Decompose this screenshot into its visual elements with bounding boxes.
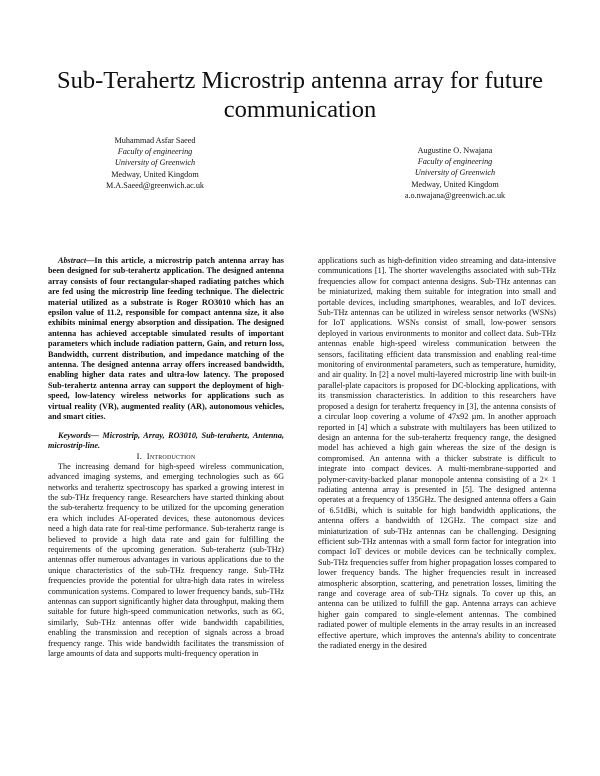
author-block-2 [360, 145, 550, 201]
right-column [318, 256, 556, 651]
author-block-1 [60, 135, 250, 191]
author-name: Augustine O. Nwajana [417, 146, 493, 155]
paper-title: Sub-Terahertz Microstrip antenna array for future communication [56, 67, 544, 123]
intro-paragraph: The increasing demand for high-speed wireless communication, advanced imaging systems, and emerging technologies such as 6G networks and terahertz spectroscopy has sparked a growing interest in the sub-THz frequency range. Researchers have started thinking about the sub-terahertz frequency to be utilized for the upcoming generation era which includes AI-operated devices, these autonomous devices need a high data rate for real-time performance. Sub-terahertz range is believed to provide a high data rate and gain for fulfilling the requirements of the upcoming generation. Sub-terahertz (sub-THz) antennas offer numerous advantages in various applications due to the unique characteristics of the sub-THz frequency range. Sub-THz frequencies provide the potential for ultra-high data rates in wireless communication systems. Compared to lower frequency bands, sub-THz antennas can support significantly higher data throughput, making them suitable for future high-speed communication networks, such as 6G, similarly, Sub-THz antennas offer wide bandwidth capabilities, enabling the transmission and reception of signals across a broad frequency range. This wide bandwidth facilitates the transmission of large amounts of data and supports multi-frequency operation in [48, 461, 284, 659]
keywords-label: Keywords— [58, 430, 99, 440]
section-title: Introduction [146, 451, 196, 462]
author-name: Muhammad Asfar Saeed [114, 136, 196, 145]
author-email[interactable]: a.o.nwajana@greenwich.ac.uk [404, 190, 506, 200]
keywords [48, 431, 284, 452]
author-email[interactable]: M.A.Saeed@greenwich.ac.uk [105, 180, 205, 190]
left-column [48, 256, 284, 659]
keywords-text: Microstrip, Array, RO3010, Sub-terahertz, Antenna, microstrip-line. [48, 430, 284, 450]
section-heading [48, 451, 284, 461]
author-university: University of Greenwich [414, 168, 496, 178]
abstract [48, 256, 284, 423]
abstract-text: In this article, a microstrip patch antenna array has been designed for sub-terahertz application. The designed antenna array consists of four rectangular-shaped radiating patches which are fed using the microstrip line feeding technique. The dielectric material utilized as a substrate is Roger RO3010 which has an epsilon value of 11.2, responsible for compact antenna size, it also exhibits minimal energy absorption and dissipation. The designed antenna has achieved acceptable simulated results of important parameters which include radiation pattern, Gain, and return loss, Bandwidth, current distribution, and impedance matching of the antenna. The designed antenna array offers increased bandwidth, enabling higher data rates and ultra-low latency. The proposed Sub-terahertz antenna array can support the deployment of high-speed, low-latency wireless networks for applications such as virtual reality (VR), augmented reality (AR), autonomous vehicles, and smart cities. [48, 256, 284, 422]
author-faculty: Faculty of engineering [417, 157, 493, 167]
body-paragraph: applications such as high-definition video streaming and data-intensive communications [1]. The shorter wavelengths associated with sub-THz frequencies allow for compact antenna designs. Sub-THz antennas can be miniaturized, making them suitable for integration into small and portable devices, including smartphones, wearables, and IoT devices. Sub-THz antennas can be utilized in wireless sensor networks (WSNs) for IoT applications. WSNs consist of small, low-power sensors deployed in various environments to monitor and collect data. Sub-THz antennas enable high-speed wireless communication between the sensors, facilitating efficient data transmission and enabling real-time monitoring of environmental parameters, such as temperature, humidity, and air quality. In [2] a novel multi-layered microstrip line with built-in parallel-plate capacitors is proposed for DC-blocking applications, with its transmission characteristics. In addition to this researchers have proposed a design for terahertz frequency in [3], the antenna consists of a circular loop covering a volume of 47x92 µm. In another approach reported in [4] which a substrate with multilayers has been utilized to design an antenna for the sub-terahertz frequency range, the designed model has achieved a high gain whereas the size of the design is compromised. An antenna with a thicker substrate is difficult to integrate into compact devices. A multi-membrane-supported and polymer-cavity-backed planar monopole antenna consisting of a 2× 1 radiating antenna array is presented in [5]. The designed antenna operates at a frequency of 135GHz. The designed antenna offers a Gain of 6.51dBi, which is suitable for high bandwidth applications, the antenna offers a bandwidth of 12GHz. The compact size and miniaturization of sub-THz antennas can be challenging. Designing efficient sub-THz antennas with a small form factor for integration into compact IoT devices or mobile devices can be technically complex. Sub-THz frequencies suffer from higher propagation losses compared to lower frequency bands. The higher frequencies result in increased atmospheric absorption, scattering, and penetration losses, limiting the range and coverage area of sub-THz signals. To cover up this, an antenna can be utilized to fulfill the gap. Antenna arrays can achieve higher gain compared to single-element antennas. The combined radiated power of multiple elements in the array results in an increased effective aperture, which improves the antenna's ability to concentrate the radiated energy in the desired [318, 256, 556, 651]
author-faculty: Faculty of engineering [117, 147, 193, 157]
author-location: Medway, United Kingdom [411, 179, 499, 189]
abstract-label: Abstract— [58, 256, 95, 265]
author-university: University of Greenwich [114, 158, 196, 168]
author-location: Medway, United Kingdom [111, 169, 199, 179]
section-number: I. [136, 451, 143, 462]
